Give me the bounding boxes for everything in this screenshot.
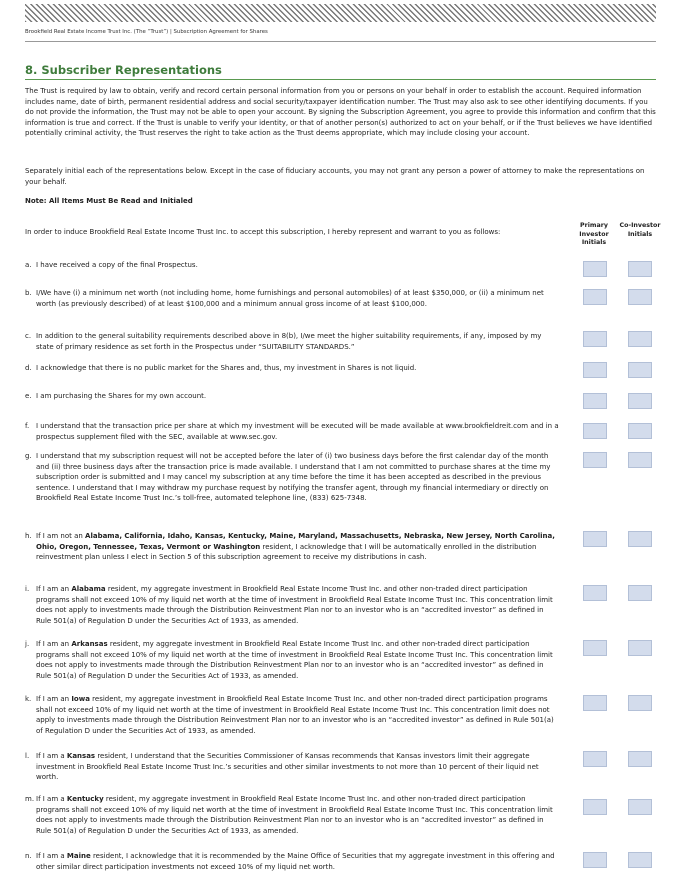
item-text (36, 584, 560, 626)
item-label: l. (25, 752, 30, 760)
item-label: b. (25, 289, 32, 297)
co-initials-field-e[interactable] (628, 393, 652, 409)
item-text: In addition to the general suitability requirements described above in 8(b), I/we meet the higher suitability requirements, if any, imposed by my state of primary residence as set forth in the Prospectus under “SUITABILITY STANDARDS.” (36, 332, 542, 351)
item-text-rest: resident, my aggregate investment in Brookfield Real Estate Income Trust Inc. and other non-traded direct participation programs shall not exceed 10% of my liquid net worth at the time of investment in Brookfield Real Estate Income Trust Inc. This concentration limit does not apply to investments made through the Distribution Reinvestment Plan nor to an investor who is an “accredited investor” as defined in Rule 501(a) of Regulation D under the Securities Act of 1933, as amended. (36, 695, 554, 735)
item-text-rest: resident, my aggregate investment in Brookfield Real Estate Income Trust Inc. and other non-traded direct participation programs shall not exceed 10% of my liquid net worth at the time of investment in Brookfield Real Estate Income Trust Inc. This concentration limit does not apply to investments made through the Distribution Reinvestment Plan nor to an investor who is an “accredited investor” as defined in Rule 501(a) of Regulation D under the Securities Act of 1933, as amended. (36, 585, 553, 625)
item-text-lead: If I am not an (36, 532, 86, 540)
column-header-co-initials: Co-Investor Initials (619, 222, 661, 238)
item-label: e. (25, 392, 32, 400)
item-text (36, 751, 560, 783)
note-heading: Note: All Items Must Be Read and Initialed (25, 197, 193, 205)
primary-initials-field-b[interactable] (583, 289, 607, 305)
item-text-lead: If I am an (36, 640, 72, 648)
item-text-rest: resident, I understand that the Securities Commissioner of Kansas recommends that Kansas investors limit their aggregate investment in Brookfield Real Estate Income Trust Inc.’s securities and other similar investments to not more than 10 percent of their liquid net worth. (36, 752, 539, 782)
state-name: Kansas (66, 752, 96, 760)
primary-initials-field-g[interactable] (583, 452, 607, 468)
co-initials-field-k[interactable] (628, 695, 652, 711)
primary-initials-field-a[interactable] (583, 261, 607, 277)
co-initials-field-f[interactable] (628, 423, 652, 439)
state-name: Maine (66, 852, 91, 860)
item-label: f. (25, 422, 30, 430)
co-initials-field-d[interactable] (628, 362, 652, 378)
item-label: j. (25, 640, 30, 648)
co-initials-field-c[interactable] (628, 331, 652, 347)
item-text: I/We have (i) a minimum net worth (not including home, home furnishings and personal automobiles) of at least $350,000, or (ii) a minimum net worth (as previously described) of at least $100,000 and a minimum annual gross income of at least $100,000. (36, 289, 544, 308)
item-text-lead: If I am a (36, 752, 67, 760)
primary-initials-field-n[interactable] (583, 852, 607, 868)
representation-item-c (25, 331, 560, 352)
representation-item-e (25, 391, 560, 402)
co-initials-field-m[interactable] (628, 799, 652, 815)
primary-initials-field-j[interactable] (583, 640, 607, 656)
item-text (36, 531, 560, 563)
item-label: a. (25, 261, 32, 269)
state-name: Iowa (71, 695, 90, 703)
state-name: Alabama (71, 585, 106, 593)
item-text (36, 694, 560, 736)
representation-item-h (25, 531, 560, 563)
item-text: I understand that the transaction price per share at which my investment will be executed will be made available at www.brookfieldreit.com and in a prospectus supplement filed with the SEC, available at www.sec.gov. (36, 422, 559, 441)
representation-item-k (25, 694, 560, 736)
item-label: i. (25, 585, 30, 593)
item-label: n. (25, 852, 32, 860)
co-initials-field-j[interactable] (628, 640, 652, 656)
item-text-rest: resident, I acknowledge that it is recommended by the Maine Office of Securities that my aggregate investment in this offering and other similar direct participation investments not exceed 10% of my liquid net worth. (36, 852, 555, 871)
representation-item-i (25, 584, 560, 626)
item-label: g. (25, 452, 32, 460)
state-name: Kentucky (66, 795, 104, 803)
primary-initials-field-i[interactable] (583, 585, 607, 601)
item-text (36, 851, 560, 872)
primary-initials-field-e[interactable] (583, 393, 607, 409)
item-text-rest: resident, my aggregate investment in Brookfield Real Estate Income Trust Inc. and other non-traded direct participation programs shall not exceed 10% of my liquid net worth at the time of investment in Brookfield Real Estate Income Trust Inc. This concentration limit does not apply to investments made through the Distribution Reinvestment Plan nor to an investor who is an “accredited investor” as defined in Rule 501(a) of Regulation D under the Securities Act of 1933, as amended. (36, 795, 553, 835)
running-header: Brookfield Real Estate Income Trust Inc. (The “Trust”) | Subscription Agreement for Shares (25, 29, 268, 35)
primary-initials-field-l[interactable] (583, 751, 607, 767)
co-initials-field-h[interactable] (628, 531, 652, 547)
primary-initials-field-c[interactable] (583, 331, 607, 347)
item-text-lead: If I am a (36, 852, 67, 860)
representation-item-l (25, 751, 560, 783)
co-initials-field-i[interactable] (628, 585, 652, 601)
co-initials-field-n[interactable] (628, 852, 652, 868)
co-initials-field-g[interactable] (628, 452, 652, 468)
co-initials-field-b[interactable] (628, 289, 652, 305)
representation-item-a (25, 260, 560, 271)
item-text: I am purchasing the Shares for my own account. (36, 392, 207, 400)
item-text-lead: If I am a (36, 795, 67, 803)
primary-initials-field-k[interactable] (583, 695, 607, 711)
item-text: I have received a copy of the final Prospectus. (36, 261, 198, 269)
item-label: d. (25, 364, 32, 372)
representation-item-f (25, 421, 560, 442)
primary-initials-field-m[interactable] (583, 799, 607, 815)
column-header-primary-initials: Primary Investor Initials (579, 222, 609, 246)
intro-paragraph-1: The Trust is required by law to obtain, verify and record certain personal information from you or persons on your behalf in order to establish the account. Required information includes name, date of birth, permanent residential address and social security/taxpayer identification number. The Trust may also ask to see other identifying documents. If you do not provide the information, the Trust may not be able to open your account. By signing the Subscription Agreement, you agree to provide this information and confirm that this information is true and correct. If the Trust is unable to verify your identity, or that of another person(s) authorized to act on your behalf, or if the Trust believes we have identified potentially criminal activity, the Trust reserves the right to take action as the Trust deems appropriate, which may include closing your account. (25, 87, 656, 138)
representation-item-n (25, 851, 560, 872)
header-divider (25, 41, 656, 42)
representation-item-b (25, 288, 560, 309)
state-name: Arkansas (71, 640, 108, 648)
primary-initials-field-h[interactable] (583, 531, 607, 547)
representation-item-j (25, 639, 560, 681)
section-title: 8. Subscriber Representations (25, 63, 222, 77)
co-initials-field-a[interactable] (628, 261, 652, 277)
item-label: k. (25, 695, 32, 703)
intro-paragraph-2: Separately initial each of the representations below. Except in the case of fiduciary accounts, you may not grant any person a power of attorney to make the representations on your behalf. (25, 167, 645, 186)
primary-initials-field-d[interactable] (583, 362, 607, 378)
representation-item-m (25, 794, 560, 836)
co-initials-field-l[interactable] (628, 751, 652, 767)
section-divider (25, 79, 656, 80)
item-text: I acknowledge that there is no public market for the Shares and, thus, my investment in Shares is not liquid. (36, 364, 417, 372)
item-label: c. (25, 332, 32, 340)
primary-initials-field-f[interactable] (583, 423, 607, 439)
representation-item-g (25, 451, 560, 504)
item-text: I understand that my subscription request will not be accepted before the later of (i) two business days before the first calendar day of the month and (ii) three business days after the transaction price is made available. I understand that I am not committed to purchase shares at the time my subscription order is submitted and I may cancel my subscription at any time before the time it has been accepted as described in the previous sentence. I understand that I may withdraw my purchase request by notifying the transfer agent, through my financial intermediary or directly on Brookfield Real Estate Income Trust Inc.’s toll-free, automated telephone line, (833) 625-7348. (36, 452, 551, 503)
item-label: h. (25, 532, 32, 540)
state-names: Alabama, California, Idaho, Kansas, Kentucky, Maine, Maryland, Massachusetts, Nebraska, New Jersey, North Carolina, Ohio, Oregon, Tennessee, Texas, Vermont or Washington (36, 532, 555, 551)
item-text-lead: If I am an (36, 585, 72, 593)
representation-intro: In order to induce Brookfield Real Estate Income Trust Inc. to accept this subscription, I hereby represent and warrant to you as follows: (25, 228, 501, 236)
item-text-lead: If I am an (36, 695, 72, 703)
item-text (36, 639, 560, 681)
representation-item-d (25, 363, 560, 374)
item-text-rest: resident, my aggregate investment in Brookfield Real Estate Income Trust Inc. and other non-traded direct participation programs shall not exceed 10% of my liquid net worth at the time of investment in Brookfield Real Estate Income Trust Inc. This concentration limit does not apply to investments made through the Distribution Reinvestment Plan nor to an investor who is an “accredited investor” as defined in Rule 501(a) of Regulation D under the Securities Act of 1933, as amended. (36, 640, 553, 680)
header-hatch-band (25, 4, 656, 22)
item-text (36, 794, 560, 836)
item-text-rest: resident, I acknowledge that I will be automatically enrolled in the distribution reinvestment plan unless I elect in Section 5 of this subscription agreement to receive my distributions in cash. (36, 542, 537, 562)
item-label: m. (25, 795, 35, 803)
